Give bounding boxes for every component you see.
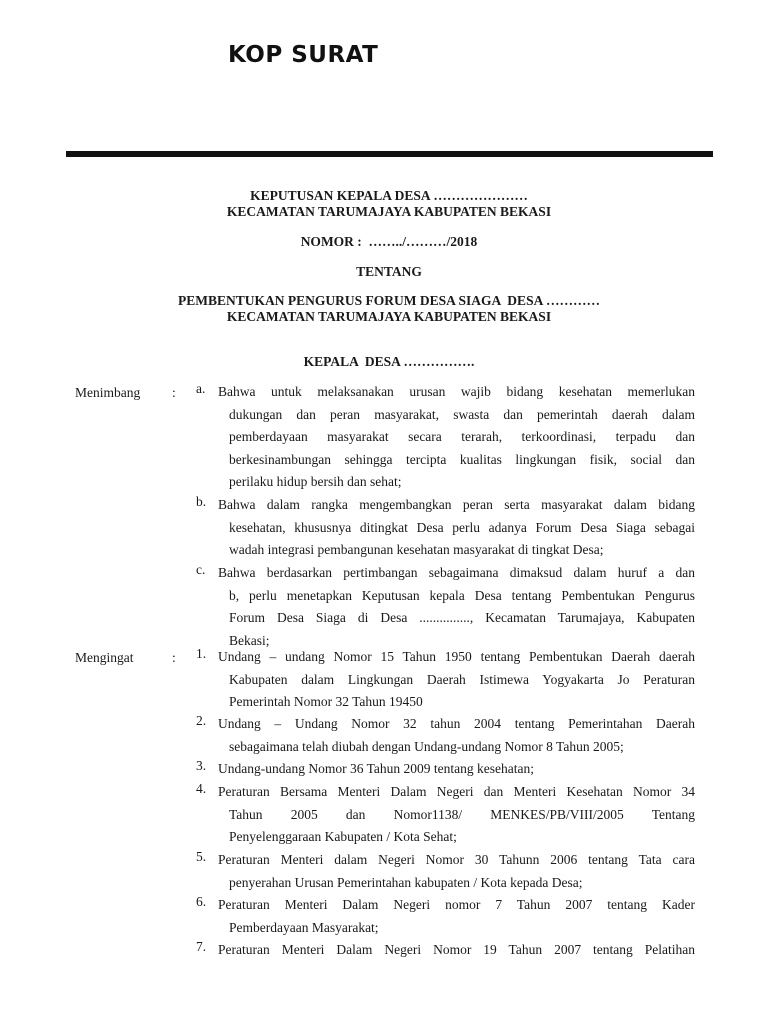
item-marker: 6.: [196, 894, 207, 909]
item-line: pemberdayaan masyarakat secara terarah, terkoordinasi, terpadu dan: [229, 429, 695, 444]
item-marker: 7.: [196, 939, 207, 954]
item-line: Bahwa dalam rangka mengembangkan peran serta masyarakat dalam bidang: [218, 497, 695, 512]
item-marker: b.: [196, 494, 207, 509]
item-text: [218, 381, 695, 494]
decree-number: NOMOR : ……../………/2018: [300, 234, 478, 249]
item-line: Undang-undang Nomor 36 Tahun 2009 tentang kesehatan;: [218, 761, 534, 776]
item-text: [218, 713, 695, 758]
item-marker: 1.: [196, 646, 207, 661]
item-line: Peraturan Menteri Dalam Negeri nomor 7 Tahun 2007 tentang Kader: [218, 897, 695, 912]
item-line: Penyelenggaraan Kabupaten / Kota Sehat;: [229, 829, 457, 844]
item-line: Forum Desa Siaga di Desa ..............., Kecamatan Tarumajaya, Kabupaten: [229, 610, 695, 625]
item-line: Kabupaten dalam Lingkungan Daerah Istimewa Yogyakarta Jo Peraturan: [229, 671, 695, 687]
mengingat-item: [196, 713, 695, 758]
menimbang-label: Menimbang: [75, 385, 141, 400]
item-line: perilaku hidup bersih dan sehat;: [229, 474, 402, 489]
item-marker: 5.: [196, 849, 207, 864]
item-marker: c.: [196, 562, 206, 577]
item-marker: 3.: [196, 758, 207, 773]
item-line: sebagaimana telah diubah dengan Undang-undang Nomor 8 Tahun 2005;: [229, 738, 624, 754]
menimbang-item: [196, 381, 695, 494]
item-text: [218, 758, 695, 781]
item-line: Peraturan Menteri Dalam Negeri Nomor 19 Tahun 2007 tentang Pelatihan: [218, 942, 695, 957]
mengingat-item: [196, 646, 695, 714]
item-line: kesehatan, khususnya ditingkat Desa perlu adanya Forum Desa Siaga sebagai: [229, 519, 695, 535]
decree-issuer: KEPALA DESA …………….: [303, 354, 475, 369]
decree-subject-line2: KECAMATAN TARUMAJAYA KABUPATEN BEKASI: [226, 309, 552, 324]
mengingat-item: [196, 939, 695, 962]
menimbang-item: [196, 562, 695, 652]
item-line: Peraturan Menteri dalam Negeri Nomor 30 Tahunn 2006 tentang Tata cara: [218, 852, 695, 867]
item-text: [218, 646, 695, 714]
item-line: Bahwa untuk melaksanakan urusan wajib bidang kesehatan memerlukan: [218, 384, 695, 399]
mengingat-colon: :: [172, 650, 176, 665]
item-line: Bahwa berdasarkan pertimbangan sebagaimana dimaksud dalam huruf a dan: [218, 565, 695, 580]
item-line: Pemberdayaan Masyarakat;: [229, 919, 379, 935]
item-text: [218, 494, 695, 562]
item-text: [218, 781, 695, 849]
mengingat-item: [196, 781, 695, 849]
item-text: [218, 939, 695, 962]
item-text: [218, 849, 695, 894]
item-line: wadah integrasi pembangunan kesehatan masyarakat di tingkat Desa;: [229, 542, 604, 557]
letterhead-title: KOP SURAT: [228, 42, 379, 68]
item-text: [218, 894, 695, 939]
item-marker: 4.: [196, 781, 207, 796]
decree-tentang: TENTANG: [356, 264, 422, 279]
menimbang-item: [196, 494, 695, 562]
item-line: Peraturan Bersama Menteri Dalam Negeri dan Menteri Kesehatan Nomor 34: [218, 784, 695, 799]
item-line: penyerahan Urusan Pemerintahan kabupaten / Kota kepada Desa;: [229, 874, 583, 890]
mengingat-item: [196, 849, 695, 894]
item-line: Undang – undang Nomor 15 Tahun 1950 tentang Pembentukan Daerah daerah: [218, 649, 695, 664]
decree-title-line1: KEPUTUSAN KEPALA DESA …………………: [250, 188, 528, 203]
item-line: Bekasi;: [229, 632, 270, 648]
mengingat-item: [196, 758, 695, 781]
letterhead-divider: [66, 151, 713, 157]
item-line: Tahun 2005 dan Nomor1138/ MENKES/PB/VIII/2005 Tentang: [229, 806, 695, 822]
item-line: b, perlu menetapkan Keputusan kepala Desa tentang Pembentukan Pengurus: [229, 587, 695, 603]
item-line: Pemerintah Nomor 32 Tahun 19450: [229, 694, 423, 709]
decree-title-line2: KECAMATAN TARUMAJAYA KABUPATEN BEKASI: [226, 204, 552, 219]
item-line: Undang – Undang Nomor 32 tahun 2004 tentang Pemerintahan Daerah: [218, 716, 695, 731]
mengingat-label: Mengingat: [75, 650, 134, 665]
menimbang-colon: :: [172, 385, 176, 400]
item-text: [218, 562, 695, 652]
mengingat-item: [196, 894, 695, 939]
item-line: berkesinambungan sehingga tercipta kualitas lingkungan fisik, social dan: [229, 451, 695, 467]
decree-subject-line1: PEMBENTUKAN PENGURUS FORUM DESA SIAGA DESA …………: [178, 293, 600, 308]
item-marker: a.: [196, 381, 206, 396]
item-line: dukungan dan peran masyarakat, swasta dan pemerintah daerah dalam: [229, 406, 695, 422]
item-marker: 2.: [196, 713, 207, 728]
